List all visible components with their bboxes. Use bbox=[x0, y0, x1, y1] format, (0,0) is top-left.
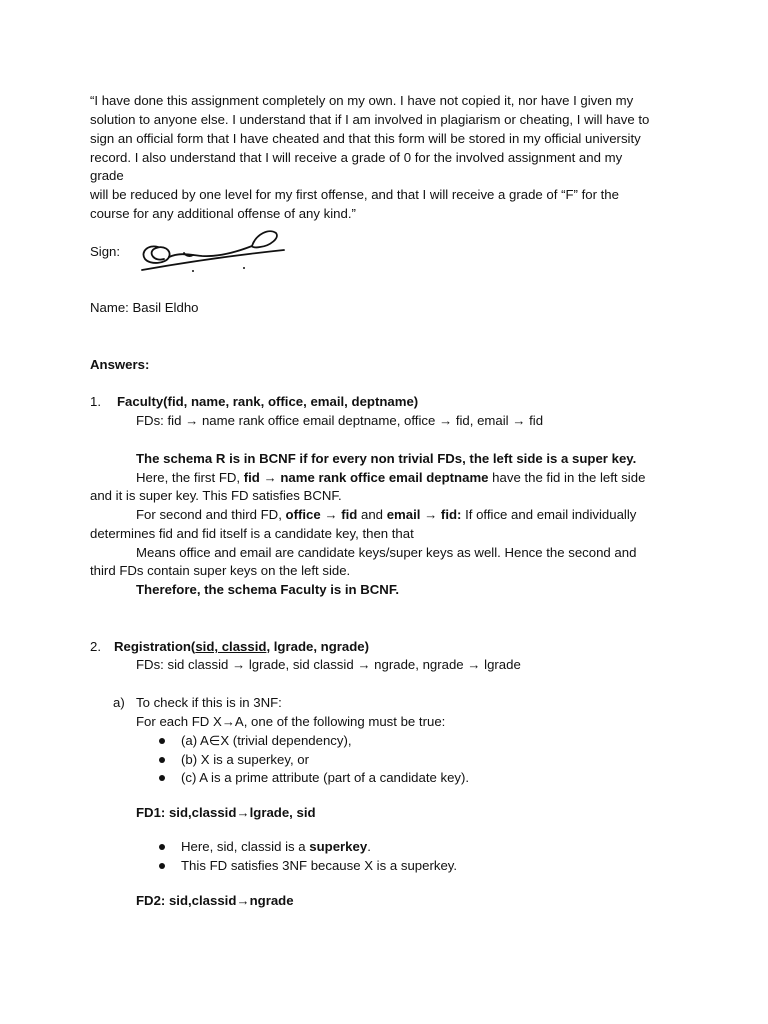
text-run: Registration( bbox=[114, 639, 196, 654]
explanation-line bbox=[136, 469, 645, 487]
functional-dependencies: FDs: fid → name rank office email deptname, office → fid, email → fid bbox=[136, 413, 544, 428]
pledge-line: “I have done this assignment completely on my own. I have not copied it, nor have I given my bbox=[90, 93, 634, 108]
text-run: . bbox=[367, 839, 371, 854]
conclusion: Therefore, the schema Faculty is in BCNF. bbox=[136, 582, 400, 597]
bullet-icon bbox=[159, 863, 165, 869]
question-title bbox=[114, 638, 369, 656]
bcnf-rule: The schema R is in BCNF if for every non trivial FDs, the left side is a super key. bbox=[136, 451, 637, 466]
explanation-line: Means office and email are candidate keys/super keys as well. Hence the second and bbox=[136, 545, 637, 560]
text-run: For second and third FD, bbox=[136, 507, 286, 522]
student-name: Name: Basil Eldho bbox=[90, 300, 199, 315]
fd1-heading: FD1: sid,classid→lgrade, sid bbox=[136, 805, 316, 820]
pledge-line: sign an official form that I have cheated and that this form will be stored in my official university bbox=[90, 131, 641, 146]
pledge-line: course for any additional offense of any kind.” bbox=[90, 206, 356, 221]
functional-dependencies: FDs: sid classid → lgrade, sid classid → ngrade, ngrade → lgrade bbox=[136, 657, 521, 672]
list-item: This FD satisfies 3NF because X is a superkey. bbox=[181, 858, 458, 873]
text-run-bold: superkey bbox=[309, 839, 368, 854]
pledge-line: record. I also understand that I will receive a grade of 0 for the involved assignment and my bbox=[90, 150, 623, 165]
part-condition: For each FD X→A, one of the following must be true: bbox=[136, 714, 446, 729]
text-run-bold: office → fid bbox=[285, 507, 358, 522]
text-run: Here, sid, classid is a bbox=[181, 839, 310, 854]
bullet-icon bbox=[159, 738, 165, 744]
explanation-line: and it is super key. This FD satisfies BCNF. bbox=[90, 488, 342, 503]
text-run-bold: fid → name rank office email deptname bbox=[243, 470, 489, 485]
pledge-line: solution to anyone else. I understand that if I am involved in plagiarism or cheating, I will have to bbox=[90, 112, 650, 127]
part-marker: a) bbox=[113, 695, 125, 710]
explanation-line bbox=[136, 506, 636, 524]
text-run: , lgrade, ngrade) bbox=[266, 639, 370, 654]
list-item: (a) A∈X (trivial dependency), bbox=[181, 733, 352, 748]
text-run: and bbox=[357, 507, 387, 522]
sign-label: Sign: bbox=[90, 244, 121, 259]
bullet-icon bbox=[159, 844, 165, 850]
list-item bbox=[181, 838, 371, 856]
bullet-icon bbox=[159, 757, 165, 763]
question-number: 1. bbox=[90, 394, 101, 409]
fd2-heading: FD2: sid,classid→ngrade bbox=[136, 893, 294, 908]
pledge-line: will be reduced by one level for my first offense, and that I will receive a grade of “F” for the bbox=[90, 187, 619, 202]
text-run: Here, the first FD, bbox=[136, 470, 244, 485]
list-item: (b) X is a superkey, or bbox=[181, 752, 310, 767]
text-run: have the fid in the left side bbox=[488, 470, 646, 485]
explanation-line: third FDs contain super keys on the left side. bbox=[90, 563, 351, 578]
question-title: Faculty(fid, name, rank, office, email, deptname) bbox=[117, 394, 419, 409]
pledge-line: grade bbox=[90, 168, 124, 183]
text-run-bold: email → fid: bbox=[386, 507, 462, 522]
bullet-icon bbox=[159, 775, 165, 781]
text-run: If office and email individually bbox=[461, 507, 637, 522]
explanation-line: determines fid and fid itself is a candidate key, then that bbox=[90, 526, 414, 541]
part-intro: To check if this is in 3NF: bbox=[136, 695, 282, 710]
answers-heading: Answers: bbox=[90, 357, 150, 372]
primary-key: sid, classid bbox=[195, 639, 267, 654]
question-number: 2. bbox=[90, 639, 101, 654]
list-item: (c) A is a prime attribute (part of a candidate key). bbox=[181, 770, 470, 785]
handwritten-signature bbox=[136, 226, 288, 276]
